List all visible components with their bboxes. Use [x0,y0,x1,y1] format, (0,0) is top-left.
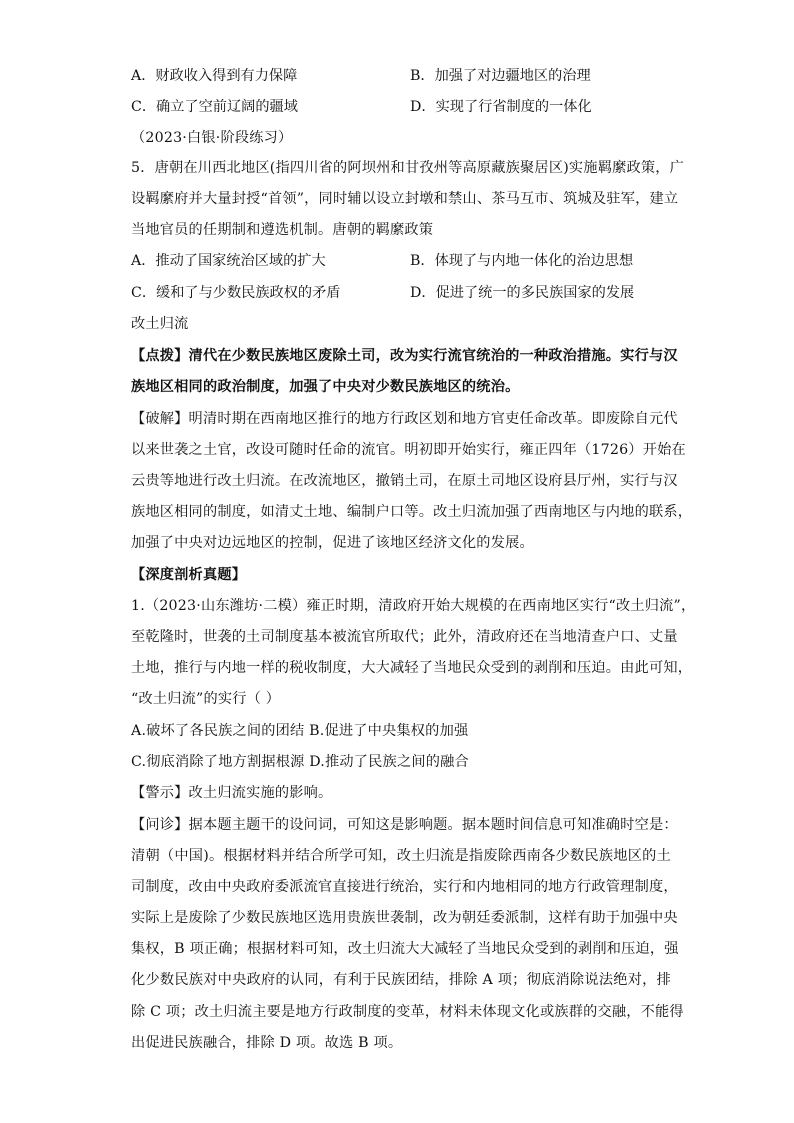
wenzhen-line: 除 C 项；改土归流主要是地方行政制度的变革，材料未体现文化或族群的交融，不能得 [131,1004,684,1020]
q5-stem-line: 当地官员的任期制和遵选机制。唐朝的羁縻政策 [131,222,434,238]
q5-option-b: B．体现了与内地一体化的治边思想 [410,253,634,269]
q1-stem-line: 至乾隆时，世袭的土司制度基本被流官所取代；此外，清政府还在当地清查户口、丈量 [131,629,678,645]
deep-heading: 【深度剖析真题】 [131,567,247,583]
q5-option-a: A．推动了国家统治区域的扩大 [131,253,326,269]
q1-stem-line: 1.（2023·山东潍坊·二模）雍正时期，清政府开始大规模的在西南地区实行“改土归流”， [131,598,696,614]
wenzhen-line: 出促进民族融合，排除 D 项。故选 B 项。 [131,1035,403,1051]
pojie-line: 加强了中央对边远地区的控制，促进了该地区经济文化的发展。 [131,535,534,551]
q5-stem-line: 5．唐朝在川西北地区(指四川省的阿坝州和甘孜州等高原藏族聚居区)实施羁縻政策，广 [131,160,685,176]
q4-option-b: B．加强了对边疆地区的治理 [410,68,591,84]
q4-option-d: D．实现了行省制度的一体化 [410,99,592,115]
pojie-line: 以来世袭之土官，改设可随时任命的流官。明初即开始实行，雍正四年（1726）开始在 [131,442,686,458]
q1-stem-line: 土地，推行与内地一样的税收制度，大大减轻了当地民众受到的剥削和压迫。由此可知， [131,660,693,676]
wenzhen-line: 集权，B 项正确；根据材料可知，改土归流大大减轻了当地民众受到的剥削和压迫，强 [131,941,679,957]
dianbo-line: 【点拨】清代在少数民族地区废除土司，改为实行流官统治的一种政治措施。实行与汉 [131,348,678,364]
wenzhen-line: 化少数民族对中央政府的认同，有利于民族团结，排除 A 项；彻底消除说法绝对，排 [131,972,671,988]
wenzhen-line: 实际上是废除了少数民族地区选用贵族世袭制，改为朝廷委派制，这样有助于加强中央 [131,910,678,926]
q4-option-c: C．确立了空前辽阔的疆域 [131,99,298,115]
pojie-line: 【破解】明清时期在西南地区推行的地方行政区划和地方官吏任命改革。即废除自元代 [131,411,678,427]
q5-stem-line: 设羁縻府并大量封授“首领”，同时辅以设立封墩和禁山、茶马互市、筑城及驻军，建立 [131,191,679,207]
q5-option-c: C．缓和了与少数民族政权的矛盾 [131,285,341,301]
q5-option-d: D．促进了统一的多民族国家的发展 [410,285,635,301]
wenzhen-line: 清朝（中国)。根据材料并结合所学可知，改土归流是指废除西南各少数民族地区的土 [131,848,671,864]
q1-option-line: A.破坏了各民族之间的团结 B.促进了中央集权的加强 [131,723,469,739]
q5-source: （2023·白银·阶段练习） [131,130,293,146]
q1-stem-line: “改土归流”的实行（ ） [131,691,281,707]
q4-option-a: A．财政收入得到有力保障 [131,68,298,84]
pojie-line: 族地区相同的制度，如清丈土地、编制户口等。改土归流加强了西南地区与内地的联系， [131,504,693,520]
dianbo-line: 族地区相同的政治制度，加强了中央对少数民族地区的统治。 [131,379,520,395]
pojie-line: 云贵等地进行改土归流。在改流地区，撤销土司，在原土司地区设府县厅州，实行与汉 [131,473,678,489]
topic-title: 改土归流 [131,316,189,332]
q1-option-line: C.彻底消除了地方割据根源 D.推动了民族之间的融合 [131,754,469,770]
wenzhen-line: 【问诊】据本题主题干的设问词，可知这是影响题。据本题时间信息可知准确时空是： [131,817,678,833]
wenzhen-line: 司制度，改由中央政府委派流官直接进行统治，实行和内地相同的地方行政管理制度， [131,879,678,895]
jingshi-note: 【警示】改土归流实施的影响。 [131,785,333,801]
